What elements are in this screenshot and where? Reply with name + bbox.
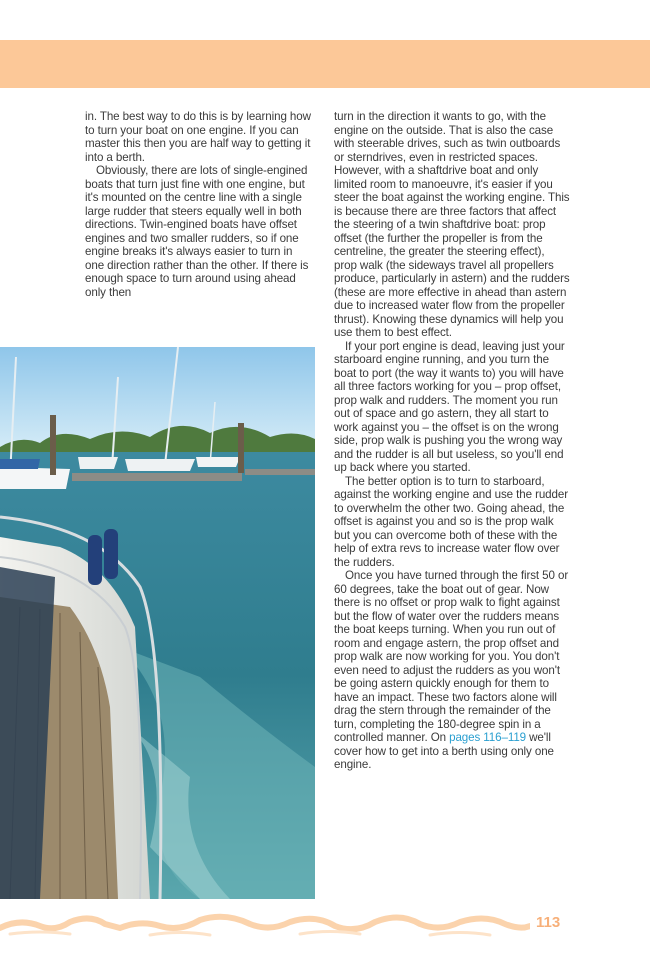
footer-wave-decoration [0, 908, 530, 942]
paragraph [334, 569, 570, 772]
paragraph: If your port engine is dead, leaving just your starboard engine running, and you turn the boat to port (the way it wants to) you will have all three factors working for you – prop offset, prop walk and rudders. The moment you run out of space and go astern, they all start to work against you – the offset is on the wrong side, prop walk is pushing you the wrong way and the rudder is all but useless, so you'll end up back where you started. [334, 339, 565, 474]
text-column-right [334, 110, 570, 772]
paragraph: in. The best way to do this is by learning how to turn your boat on one engine. If you can master this then you are half way to getting it into a berth. [85, 110, 311, 164]
marina-illustration [0, 347, 315, 899]
page-reference-link[interactable]: pages 116–119 [449, 731, 527, 744]
page-number: 113 [536, 914, 561, 931]
paragraph: turn in the direction it wants to go, with the engine on the outside. That is also the case with steerable drives, such as twin outboards or sterndrives, even in restricted spaces. However, with a shaftdrive boat and only limited room to manoeuvre, it's easier if you steer the boat against the working engine. This is because there are three factors that affect the steering of a twin shaftdrive boat: prop offset (the further the propeller is from the centreline, the greater the steering effect), prop walk (the sideways travel all propellers produce, particularly in astern) and the rudders (these are more effective in ahead than astern due to increased water flow from the propeller thrust). Knowing these dynamics will help you use them to best effect. [334, 110, 570, 339]
marina-photo [0, 347, 315, 899]
header-color-band [0, 40, 650, 88]
paragraph: The better option is to turn to starboard, against the working engine and use the rudder to overwhelm the other two. Going ahead, the offset is against you and so is the prop walk but you can overcome both of these with the help of extra revs to increase water flow over the rudders. [334, 474, 568, 569]
paragraph-text: we'll cover how to get into a berth using only one engine. [334, 731, 554, 771]
text-column-left [85, 110, 311, 299]
paragraph: Obviously, there are lots of single-engined boats that turn just fine with one engine, but it's mounted on the centre line with a single large rudder that steers equally well in both directions. Twin-engined boats have offset engines and two smaller rudders, so if one engine breaks it's always easier to turn in one direction rather than the other. If there is enough space to turn around using ahead only then [85, 164, 309, 299]
paragraph-text: Once you have turned through the first 50 or 60 degrees, take the boat out of gear. Now there is no offset or prop walk to fight against but the flow of water over the rudders means the boat keeps turning. When you run out of room and engage astern, the prop offset and prop walk are now working for you. You don't even need to adjust the rudders as you won't be going astern quickly enough for them to have an impact. These two factors alone will drag the stern through the remainder of the turn, completing the 180-degree spin in a controlled manner. On [334, 569, 569, 744]
